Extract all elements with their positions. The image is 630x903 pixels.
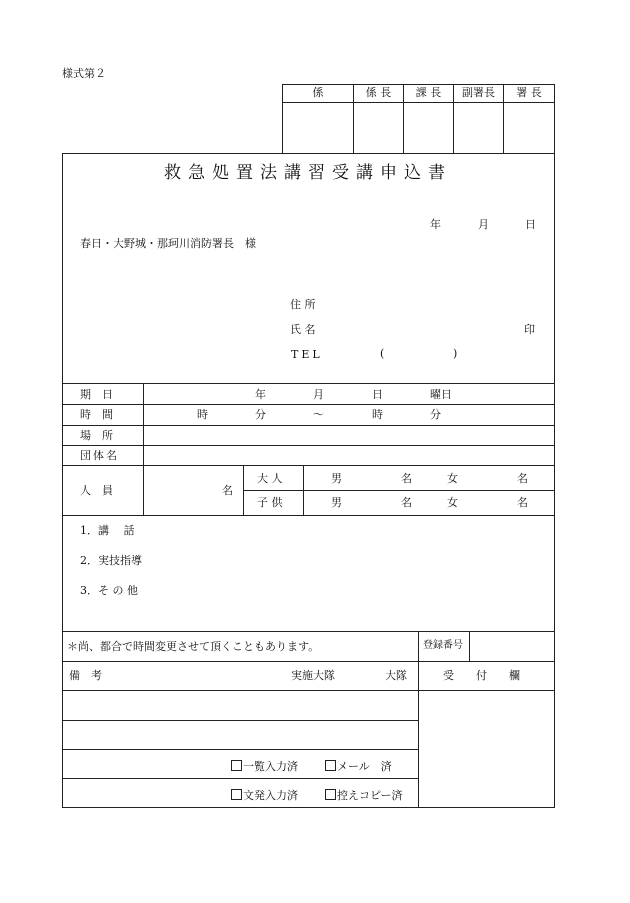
time-row-label: 時 間 bbox=[80, 408, 113, 421]
child-female-unit: 名 bbox=[517, 496, 528, 509]
time-start-minute: 分 bbox=[255, 408, 266, 421]
participants-label: 人 員 bbox=[80, 484, 113, 497]
child-male-unit: 名 bbox=[401, 496, 412, 509]
content-item-other: 3．そ の 他 bbox=[80, 584, 138, 597]
tel-close-paren: ) bbox=[453, 347, 458, 360]
date-year-label: 年 bbox=[430, 218, 441, 231]
adult-male-label: 男 bbox=[331, 472, 342, 485]
participants-count-unit: 名 bbox=[222, 484, 233, 497]
date-row-label: 期 日 bbox=[80, 388, 113, 401]
seal-label: 印 bbox=[524, 323, 535, 336]
checkbox-mail-done[interactable] bbox=[325, 758, 392, 774]
adult-label: 大 人 bbox=[257, 472, 283, 485]
implementing-unit-label: 実施大隊 bbox=[291, 669, 335, 682]
child-male-label: 男 bbox=[331, 496, 342, 509]
checkbox-document-entry-label: 文発入力済 bbox=[243, 789, 298, 802]
stamp-header-deputy: 副署長 bbox=[462, 86, 495, 99]
checkbox-list-entry[interactable] bbox=[231, 758, 298, 774]
addressee: 春日・大野城・那珂川消防署長 様 bbox=[80, 237, 256, 250]
tel-label: TEL bbox=[291, 348, 323, 361]
time-end-hour: 時 bbox=[372, 408, 383, 421]
time-start-hour: 時 bbox=[197, 408, 208, 421]
remarks-label: 備 考 bbox=[69, 669, 102, 682]
checkbox-document-entry[interactable] bbox=[231, 787, 298, 803]
adult-female-label: 女 bbox=[447, 472, 458, 485]
child-label: 子 供 bbox=[257, 496, 283, 509]
date-row-weekday: 曜日 bbox=[430, 388, 452, 401]
tel-open-paren: ( bbox=[380, 347, 385, 360]
checkbox-copy-done-box[interactable] bbox=[325, 789, 336, 800]
stamp-header-chief-station: 署 長 bbox=[516, 86, 542, 99]
checkbox-mail-done-box[interactable] bbox=[325, 760, 336, 771]
address-label: 住 所 bbox=[290, 298, 316, 311]
checkbox-list-entry-box[interactable] bbox=[231, 760, 242, 771]
stamp-header-clerk: 係 bbox=[312, 86, 324, 99]
checkbox-copy-done[interactable] bbox=[325, 787, 403, 803]
form-label: 様式第２ bbox=[62, 67, 106, 80]
date-month-label: 月 bbox=[478, 218, 489, 231]
checkbox-list-entry-label: 一覧入力済 bbox=[243, 760, 298, 773]
content-item-lecture: 1．講 話 bbox=[80, 524, 135, 537]
date-row-year: 年 bbox=[255, 388, 266, 401]
form-title: 救急処置法講習受講申込書 bbox=[164, 163, 452, 183]
time-end-minute: 分 bbox=[430, 408, 441, 421]
date-row-day: 日 bbox=[372, 388, 383, 401]
place-row-label: 場 所 bbox=[80, 429, 113, 442]
unit-suffix: 大隊 bbox=[385, 669, 407, 682]
schedule-change-note: ＊尚、都合で時間変更させて頂くこともあります。 bbox=[67, 640, 320, 653]
checkbox-document-entry-box[interactable] bbox=[231, 789, 242, 800]
stamp-header-section-head: 課 長 bbox=[415, 86, 442, 99]
group-row-label: 団体名 bbox=[80, 449, 119, 462]
date-day-label: 日 bbox=[525, 218, 536, 231]
date-row-month: 月 bbox=[313, 388, 324, 401]
content-item-practice: 2．実技指導 bbox=[80, 554, 142, 567]
time-tilde: 〜 bbox=[313, 408, 324, 421]
registration-number-label: 登録番号 bbox=[423, 640, 463, 651]
reception-label: 受 付 欄 bbox=[443, 669, 520, 682]
stamp-header-chief: 係 長 bbox=[365, 86, 392, 99]
name-label: 氏 名 bbox=[290, 323, 316, 336]
adult-female-unit: 名 bbox=[517, 472, 528, 485]
checkbox-copy-done-label: 控えコピー済 bbox=[337, 789, 403, 802]
checkbox-mail-done-label: メール 済 bbox=[337, 760, 392, 773]
child-female-label: 女 bbox=[447, 496, 458, 509]
adult-male-unit: 名 bbox=[401, 472, 412, 485]
